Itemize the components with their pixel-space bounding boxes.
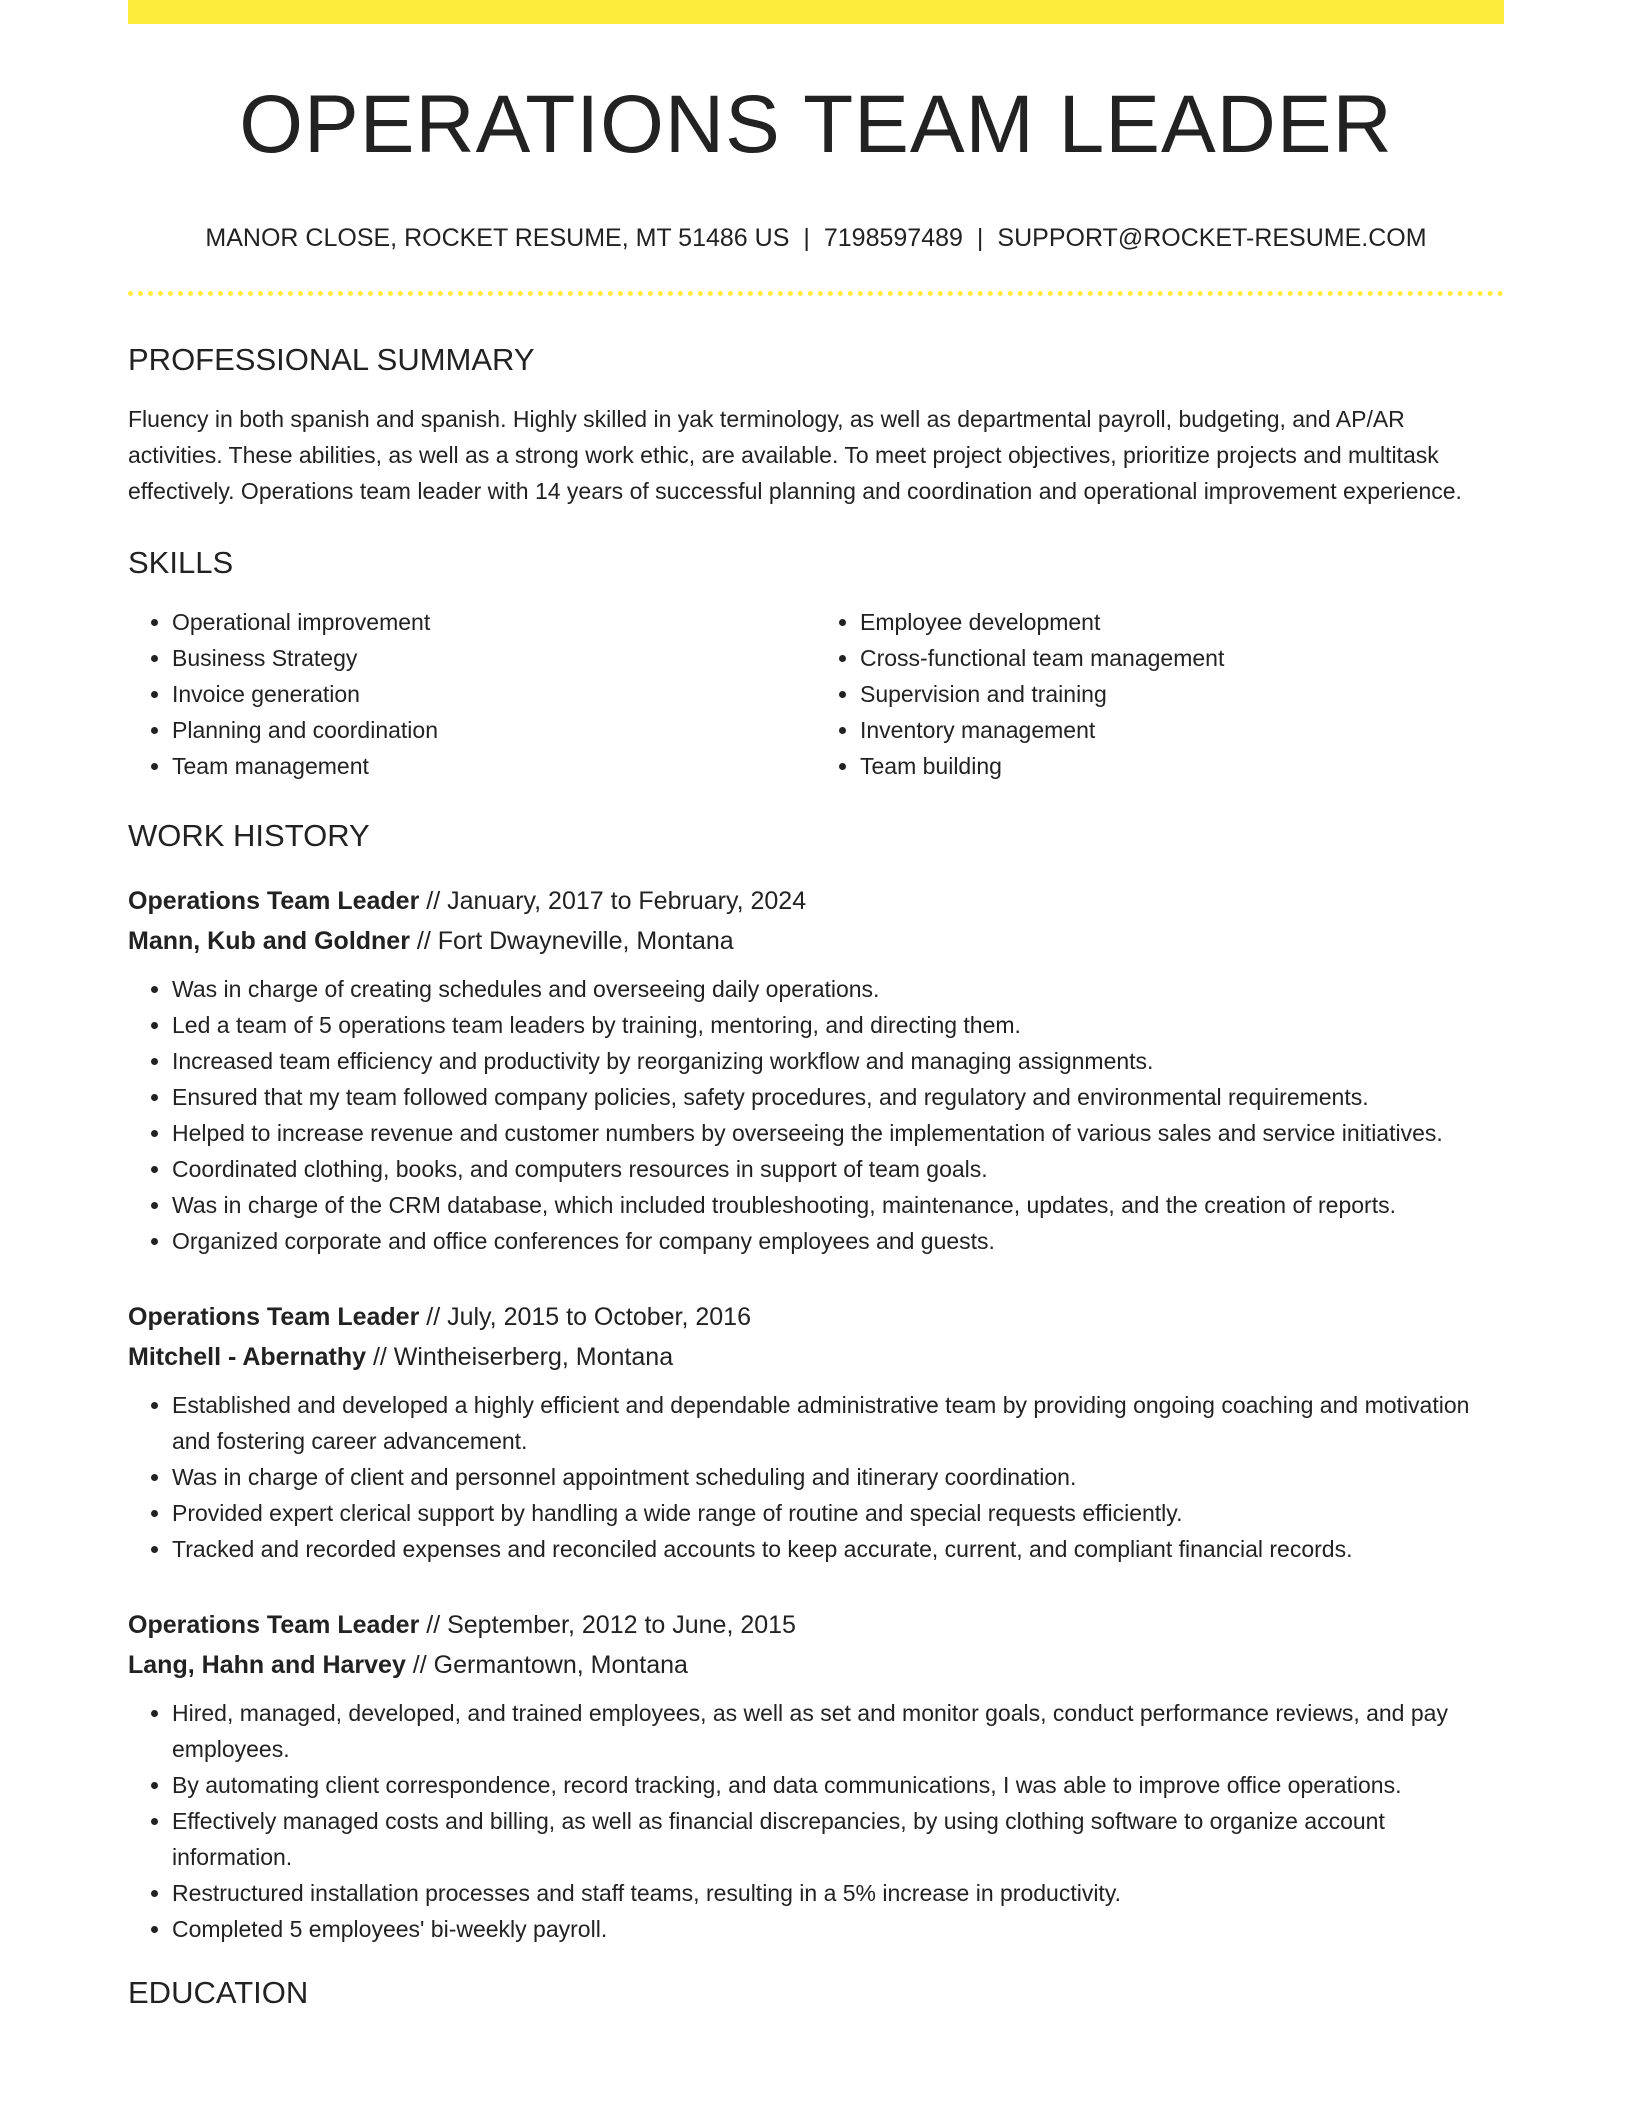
job-bullet: • Provided expert clerical support by handling a wide range of routine and special requests efficiently. [172, 1495, 1504, 1531]
job-bullet: • Increased team efficiency and productivity by reorganizing workflow and managing assignments. [172, 1043, 1504, 1079]
job-bullet: • Restructured installation processes and staff teams, resulting in a 5% increase in productivity. [172, 1875, 1504, 1911]
job-bullet: • Was in charge of the CRM database, which included troubleshooting, maintenance, updates, and the creation of reports. [172, 1187, 1504, 1223]
job-bullet: • Effectively managed costs and billing, as well as financial discrepancies, by using clothing software to organize account information. [172, 1803, 1504, 1875]
accent-top-bar [128, 0, 1504, 24]
job-location: // Wintheiserberg, Montana [366, 1343, 674, 1371]
job-role-line [128, 1297, 1504, 1337]
education-heading: EDUCATION [128, 1975, 309, 2010]
job-bullet: • Led a team of 5 operations team leaders by training, mentoring, and directing them. [172, 1007, 1504, 1043]
job-bullet: • Organized corporate and office conferences for company employees and guests. [172, 1223, 1504, 1259]
job-dates: // January, 2017 to February, 2024 [419, 887, 807, 915]
resume-page [128, 0, 1504, 2008]
job-entry [128, 1605, 1504, 1947]
job-company-line [128, 1337, 1504, 1377]
contact-email: SUPPORT@ROCKET-RESUME.COM [997, 224, 1427, 252]
job-company-line [128, 1645, 1504, 1685]
summary-heading: PROFESSIONAL SUMMARY [128, 342, 535, 377]
job-bullet-list [128, 1695, 1504, 1947]
job-bullet: • Coordinated clothing, books, and computers resources in support of team goals. [172, 1151, 1504, 1187]
job-bullet-list [128, 971, 1504, 1259]
skill-item: • Team management [172, 748, 816, 784]
skill-item: • Team building [860, 748, 1504, 784]
skill-item: • Business Strategy [172, 640, 816, 676]
job-bullet: • Was in charge of client and personnel appointment scheduling and itinerary coordination. [172, 1459, 1504, 1495]
job-role: Operations Team Leader [128, 1611, 420, 1639]
job-role: Operations Team Leader [128, 887, 420, 915]
job-bullet: • Tracked and recorded expenses and reconciled accounts to keep accurate, current, and compliant financial records. [172, 1531, 1504, 1567]
skills-column-left [128, 604, 816, 784]
skills-heading: SKILLS [128, 545, 234, 580]
contact-separator: | [803, 224, 810, 252]
job-bullet: • Was in charge of creating schedules and overseeing daily operations. [172, 971, 1504, 1007]
job-company: Mann, Kub and Goldner [128, 927, 410, 955]
skill-item: • Employee development [860, 604, 1504, 640]
skill-item: • Operational improvement [172, 604, 816, 640]
job-entry [128, 1297, 1504, 1567]
job-bullet: • Helped to increase revenue and customer numbers by overseeing the implementation of various sales and service initiatives. [172, 1115, 1504, 1151]
skill-item: • Inventory management [860, 712, 1504, 748]
job-company: Mitchell - Abernathy [128, 1343, 366, 1371]
job-location: // Germantown, Montana [405, 1651, 688, 1679]
skill-item: • Planning and coordination [172, 712, 816, 748]
job-bullet: • Established and developed a highly efficient and dependable administrative team by providing ongoing coaching and motivation and fostering career advancement. [172, 1387, 1504, 1459]
skills-column-right [816, 604, 1504, 784]
contact-phone: 7198597489 [823, 224, 963, 252]
resume-name: OPERATIONS TEAM LEADER [239, 79, 1393, 170]
job-company: Lang, Hahn and Harvey [128, 1651, 406, 1679]
job-bullet: • By automating client correspondence, record tracking, and data communications, I was able to improve office operations. [172, 1767, 1504, 1803]
contact-separator: | [976, 224, 984, 252]
summary-text: Fluency in both spanish and spanish. Highly skilled in yak terminology, as well as departmental payroll, budgeting, and AP/AR activities. These abilities, as well as a strong work ethic, are available. To meet project objectives, prioritize projects and multitask effectively. Operations team leader with 14 years of successful planning and coordination and operational improvement experience. [128, 406, 1462, 504]
job-dates: // July, 2015 to October, 2016 [419, 1303, 751, 1331]
work-history-heading: WORK HISTORY [128, 818, 370, 853]
dotted-divider [128, 291, 1504, 296]
job-dates: // September, 2012 to June, 2015 [419, 1611, 796, 1639]
job-bullet: • Hired, managed, developed, and trained employees, as well as set and monitor goals, conduct performance reviews, and pay employees. [172, 1695, 1504, 1767]
contact-line [128, 226, 1504, 251]
contact-address: MANOR CLOSE, ROCKET RESUME, MT 51486 US [205, 224, 790, 252]
skill-item: • Supervision and training [860, 676, 1504, 712]
job-entry [128, 881, 1504, 1259]
skill-item: • Invoice generation [172, 676, 816, 712]
job-location: // Fort Dwayneville, Montana [409, 927, 734, 955]
skills-grid [128, 604, 1504, 784]
job-role: Operations Team Leader [128, 1303, 420, 1331]
job-bullet: • Ensured that my team followed company policies, safety procedures, and regulatory and environmental requirements. [172, 1079, 1504, 1115]
job-role-line [128, 1605, 1504, 1645]
job-role-line [128, 881, 1504, 921]
skill-item: • Cross-functional team management [860, 640, 1504, 676]
job-bullet: • Completed 5 employees' bi-weekly payroll. [172, 1911, 1504, 1947]
job-bullet-list [128, 1387, 1504, 1567]
job-company-line [128, 921, 1504, 961]
